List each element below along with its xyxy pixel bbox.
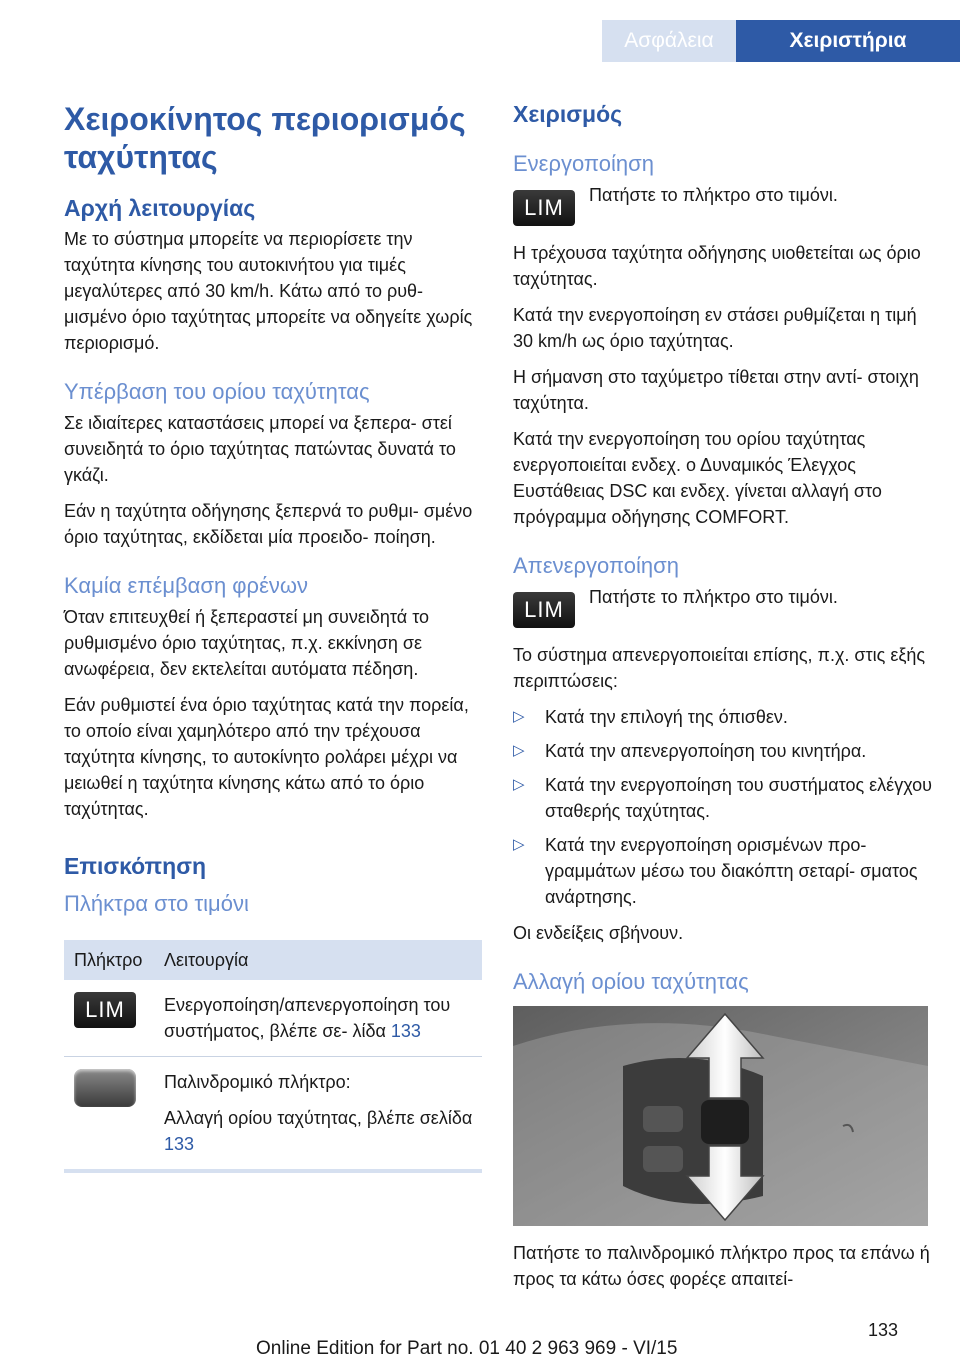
principle-text: Με το σύστημα μπορείτε να περιορίσετε την ταχύτητα κίνησης του αυτοκινήτου για τιμές μεγαλύτερες από 30 km/h. Κάτω από το ρυθ‐ μισμένο όριο ταχύτητας μπορείτε να οδηγείτε χωρίς περιορισμό. (64, 229, 473, 353)
triangle-right-icon: ▷ (513, 742, 525, 759)
lim-button-icon: LIM (513, 190, 575, 226)
exceed-text-1: Σε ιδιαίτερες καταστάσεις μπορεί να ξεπερα‐ στεί συνειδητά το όριο ταχύτητας πατώντας δυνατά το γκάζι. (64, 413, 456, 485)
change-text: Πατήστε το παλινδρομικό πλήκτρο προς τα επάνω ή προς τα κάτω όσες φορέςε απαιτεί‐ (513, 1243, 930, 1289)
deactivation-text-1: Το σύστημα απενεργοποιείται επίσης, π.χ. στις εξής περιπτώσεις: (513, 645, 926, 691)
nobrake-text-1: Όταν επιτευχθεί ή ξεπεραστεί μη συνειδητά το ρυθμισμένο όριο ταχύτητας, π.χ. εκκίνηση σε ανωφέρεια, δεν εκτελείται αυτόματα πέδηση. (64, 607, 430, 679)
edition-text: Online Edition for Part no. 01 40 2 963 969 - VI/15 (256, 1338, 678, 1359)
page-link[interactable]: 133 (164, 1134, 195, 1154)
triangle-right-icon: ▷ (513, 776, 525, 793)
exceed-heading: Υπέρβαση του ορίου ταχύτητας (64, 379, 370, 404)
rocker-switch-icon (74, 1069, 136, 1107)
table-header-button: Πλήκτρο (64, 940, 154, 980)
chapter-tab[interactable]: Χειριστήρια (736, 20, 960, 62)
right-column (513, 100, 933, 1302)
list-item: ▷ Κατά την απενεργοποίηση του κινητήρα. (513, 738, 933, 764)
deactivation-instruction-text: Πατήστε το πλήκτρο στο τιμόνι. (589, 587, 838, 607)
deactivation-text-2: Οι ενδείξεις σβήνουν. (513, 923, 684, 943)
deactivation-instruction (513, 584, 933, 632)
steering-wheel-illustration (513, 1006, 928, 1226)
row2-text: Αλλαγή ορίου ταχύτητας, βλέπε σελίδα (164, 1108, 473, 1128)
buttons-subheading: Πλήκτρα στο τιμόνι (64, 891, 249, 916)
section-tab[interactable]: Ασφάλεια (602, 20, 736, 62)
table-header-function: Λειτουργία (154, 940, 482, 980)
activation-text-4: Κατά την ενεργοποίηση του ορίου ταχύτητας ενεργοποιείται ενδεχ. ο Δυναμικός Έλεγχος Ευστάθειας DSC και ενδεχ. γίνεται αλλαγή στο πρόγραμμα οδήγησης COMFORT. (513, 429, 882, 527)
page-link[interactable]: 133 (390, 1021, 421, 1041)
table-row (64, 1057, 482, 1172)
principle-heading: Αρχή λειτουργίας (64, 195, 256, 221)
steering-wheel-icon (513, 1006, 928, 1226)
row1-text: Ενεργοποίηση/απενεργοποίηση του συστήματος, βλέπε σε‐ λίδα (164, 995, 451, 1041)
activation-heading: Ενεργοποίηση (513, 151, 654, 176)
page-header (0, 20, 960, 62)
operation-heading: Χειρισμός (513, 101, 623, 127)
activation-text-2: Κατά την ενεργοποίηση εν στάσει ρυθμίζεται η τιμή 30 km/h ως όριο ταχύτητας. (513, 305, 917, 351)
page-footer (0, 1314, 960, 1362)
nobrake-text-2: Εάν ρυθμιστεί ένα όριο ταχύτητας κατά την πορεία, το οποίο είναι χαμηλότερο από την τρέχουσα ταχύτητα κίνησης, το αυτοκίνητο ρολάρει μέχρι να μειωθεί η ταχύτητα κίνησης κάτω από το όριο ταχύτητας. (64, 695, 469, 819)
list-item: ▷ Κατά την ενεργοποίηση του συστήματος ελέγχου σταθερής ταχύτητας. (513, 772, 933, 824)
activation-text-3: Η σήμανση στο ταχύμετρο τίθεται στην αντί‐ στοιχη ταχύτητα. (513, 367, 919, 413)
page-number: 133 (867, 1320, 898, 1340)
list-item: ▷ Κατά την ενεργοποίηση ορισμένων προ‐ γραμμάτων μέσω του διακόπτη σεταρί‐ σματος ανάρτησης. (513, 832, 933, 910)
lim-button-icon: LIM (74, 992, 136, 1028)
activation-instruction (513, 182, 933, 230)
change-heading: Αλλαγή ορίου ταχύτητας (513, 969, 749, 994)
activation-text-1: Η τρέχουσα ταχύτητα οδήγησης υιοθετείται ως όριο ταχύτητας. (513, 243, 921, 289)
exceed-text-2: Εάν η ταχύτητα οδήγησης ξεπερνά το ρυθμι‐ σμένο όριο ταχύτητας, εκδίδεται μία προειδο‐ ποίηση. (64, 501, 473, 547)
triangle-right-icon: ▷ (513, 836, 525, 853)
deactivation-heading: Απενεργοποίηση (513, 553, 679, 578)
list-item: ▷ Κατά την επιλογή της όπισθεν. (513, 704, 933, 730)
row2-line1: Παλινδρομικό πλήκτρο: (164, 1072, 351, 1092)
nobrake-heading: Καμία επέμβαση φρένων (64, 573, 309, 598)
table-row (64, 980, 482, 1057)
activation-instruction-text: Πατήστε το πλήκτρο στο τιμόνι. (589, 185, 838, 205)
page-title: Χειροκίνητος περιορισμός ταχύτητας (64, 101, 466, 175)
left-column (64, 100, 482, 1173)
lim-button-icon: LIM (513, 592, 575, 628)
buttons-table (64, 940, 482, 1173)
overview-heading: Επισκόπηση (64, 853, 206, 879)
deactivation-list (513, 704, 933, 910)
triangle-right-icon: ▷ (513, 708, 525, 725)
